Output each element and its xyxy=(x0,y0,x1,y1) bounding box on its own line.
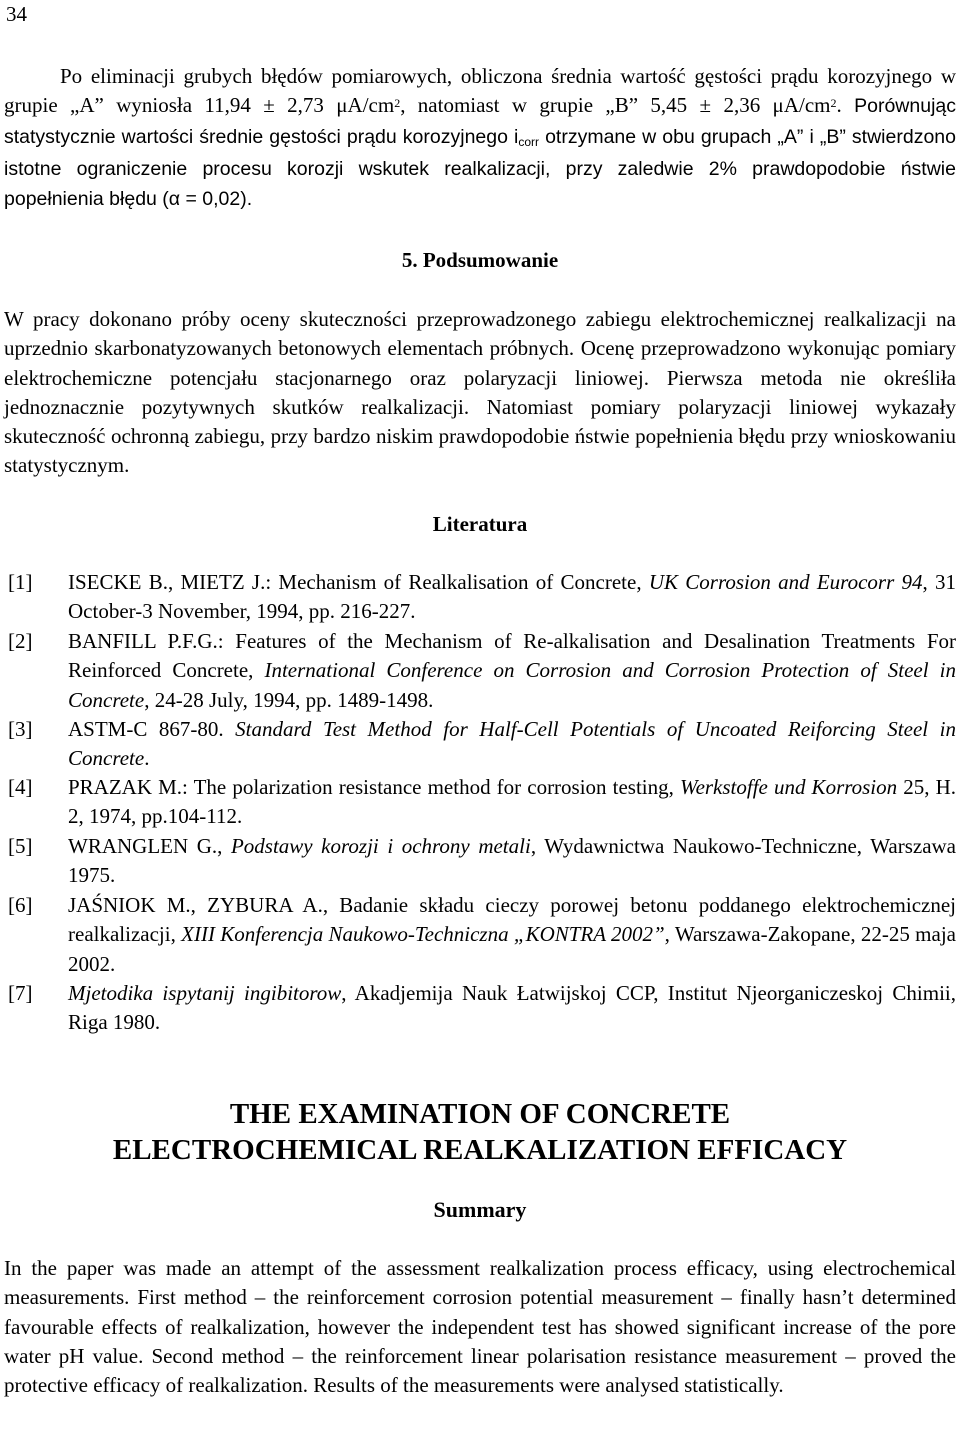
intro-paragraph xyxy=(4,62,956,214)
reference-item: [3] ASTM-C 867-80. Standard Test Method for Half-Cell Potentials of Uncoated Reiforcing Steel in Concrete. xyxy=(8,717,956,771)
reference-item: [5] WRANGLEN G., Podstawy korozji i ochrony metali, Wydawnictwa Naukowo-Techniczne, Warszawa 1975. xyxy=(8,834,957,888)
reference-number: [5] xyxy=(8,834,33,858)
reference-item: [6] JAŚNIOK M., ZYBURA A., Badanie składu cieczy porowej betonu poddanego elektrochemicznej realkalizacji, XIII Konferencja Naukowo-Techniczna „KONTRA 2002”, Warszawa-Zakopane, 22-25 maja 2002. xyxy=(8,893,956,976)
literatura-heading: Literatura xyxy=(432,512,528,536)
reference-number: [2] xyxy=(8,629,33,653)
reference-number: [7] xyxy=(8,981,33,1005)
reference-number: [3] xyxy=(8,717,33,741)
english-title-line-2: ELECTROCHEMICAL REALKALIZATION EFFICACY xyxy=(112,1134,848,1166)
english-title xyxy=(0,1096,960,1168)
summary-pl xyxy=(4,305,956,481)
reference-item: [4] PRAZAK M.: The polarization resistance method for corrosion testing, Werkstoffe und Korrosion 25, H. 2, 1974, pp.104-112. xyxy=(8,775,956,829)
reference-item: [2] BANFILL P.F.G.: Features of the Mechanism of Re-alkalisation and Desalination Treatments For Reinforced Concrete, International Conference on Corrosion and Corrosion Protection of Steel in Concrete, 24-28 July, 1994, pp. 1489-1498. xyxy=(8,629,956,712)
summary-heading: Summary xyxy=(433,1197,527,1222)
results-paragraph: Po eliminacji grubych błędów pomiarowych, obliczona średnia wartość gęstości prądu korozyjnego w grupie „A” wyniosła 11,94 ± 2,73 $\mu A/cm^2$, natomiast w grupie „B” 5,45 ± 2,36 $\mu A/cm^2$. Porównując statystycznie wartości średnie gęstości prądu korozyjnego $i_{corr}$ otrzymane w obu grupach „A” i „B” stwierdzono istotne ograniczenie procesu korozji wskutek realkalizacji, przy zaledwie 2% prawdopodobie ństwie popełnienia błędu (α = 0,02). xyxy=(4,64,956,211)
reference-item: [7] Mjetodika ispytanij ingibitorow, Akadjemija Nauk Łatwijskoj CCP, Institut Njeorganiczeskoj Chimii, Riga 1980. xyxy=(8,981,956,1035)
summary-pl-text: W pracy dokonano próby oceny skuteczności przeprowadzonego zabiegu elektrochemicznej realkalizacji na uprzednio skarbonatyzowanych betonowych elementach próbnych. Ocenę przeprowadzono wykonując pomiary elektrochemiczne potencjału stacjonarnego oraz polaryzacji liniowej. Pierwsza metoda nie określiła jednoznacznie pozytywnych skutków realkalizacji. Natomiast pomiary polaryzacji liniowej wykazały skuteczność ochronną zabiegu, przy bardzo niskim prawdopodobie ństwie popełnienia błędu przy wnioskowaniu statystycznym. xyxy=(4,307,956,478)
reference-number: [6] xyxy=(8,893,33,917)
reference-number: [4] xyxy=(8,775,33,799)
summary-en xyxy=(4,1254,956,1400)
page-number: 34 xyxy=(6,2,27,26)
reference-item: [1] ISECKE B., MIETZ J.: Mechanism of Realkalisation of Concrete, UK Corrosion and Eurocorr 94, 31 October-3 November, 1994, pp. 216-227. xyxy=(8,570,957,624)
reference-number: [1] xyxy=(8,570,33,594)
english-title-line-1: THE EXAMINATION OF CONCRETE xyxy=(229,1098,731,1130)
summary-en-text: In the paper was made an attempt of the assessment realkalization process efficacy, using electrochemical measurements. First method – the reinforcement corrosion potential measurement – finally hasn’t determined favourable effects of realkalization, however the independent test has showed significant increase of the pore water pH value. Second method – the reinforcement linear polarisation resistance measurement – proved the protective efficacy of realkalization. Results of the measurements were analysed statistically. xyxy=(4,1256,956,1398)
section-heading-podsumowanie: 5. Podsumowanie xyxy=(401,248,559,272)
